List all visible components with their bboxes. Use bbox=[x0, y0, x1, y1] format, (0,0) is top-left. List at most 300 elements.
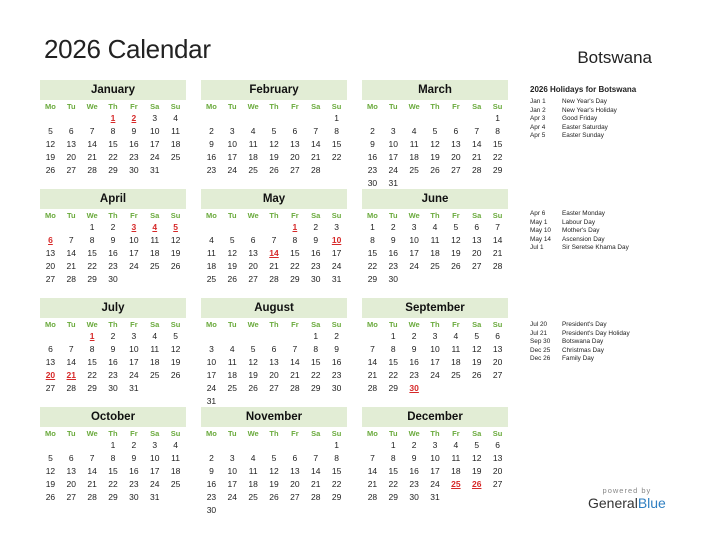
weekday-label: Tu bbox=[227, 429, 237, 438]
day-grid bbox=[362, 209, 508, 286]
day-cell: 28 bbox=[492, 261, 503, 271]
empty-day bbox=[40, 330, 61, 343]
day-cell: 19 bbox=[471, 466, 482, 476]
empty-day bbox=[466, 112, 487, 125]
day-grid bbox=[362, 100, 508, 190]
day-cell: 3 bbox=[152, 440, 158, 450]
day-cell: 10 bbox=[129, 235, 139, 245]
day-cell: 6 bbox=[453, 126, 459, 136]
holiday-row bbox=[530, 244, 690, 253]
day-cell: 26 bbox=[451, 261, 461, 271]
holiday-row bbox=[530, 321, 690, 330]
day-cell: 1 bbox=[334, 113, 339, 123]
empty-day bbox=[264, 112, 285, 125]
holiday-name: Easter Saturday bbox=[562, 123, 608, 131]
day-cell: 6 bbox=[68, 126, 74, 136]
weekday-label: Mo bbox=[45, 320, 56, 329]
day-cell: 10 bbox=[149, 453, 160, 463]
day-cell: 27 bbox=[451, 165, 461, 175]
day-cell: 5 bbox=[474, 440, 480, 450]
day-cell: 16 bbox=[367, 152, 378, 162]
day-cell: 19 bbox=[170, 357, 181, 367]
weekday-label: Fr bbox=[130, 320, 138, 329]
day-cell: 9 bbox=[110, 235, 116, 245]
day-cell: 18 bbox=[451, 357, 461, 367]
day-cell: 25 bbox=[409, 165, 419, 175]
day-cell: 7 bbox=[89, 126, 95, 136]
holiday-date: Jul 20 bbox=[530, 321, 548, 328]
day-cell: 24 bbox=[129, 370, 139, 380]
day-cell: 6 bbox=[48, 344, 53, 354]
day-cell: 1 bbox=[370, 222, 375, 232]
day-cell: 8 bbox=[370, 235, 375, 245]
day-grid bbox=[201, 209, 347, 286]
day-cell: 26 bbox=[227, 274, 238, 284]
day-cell: 23 bbox=[129, 152, 139, 162]
day-cell: 11 bbox=[451, 344, 461, 354]
day-cell: 13 bbox=[451, 139, 461, 149]
day-cell: 22 bbox=[388, 479, 399, 489]
brand-blue: Blue bbox=[637, 495, 666, 511]
day-cell: 1 bbox=[110, 440, 116, 450]
day-cell: 6 bbox=[292, 126, 298, 136]
day-cell: 25 bbox=[149, 370, 160, 380]
day-cell: 19 bbox=[269, 479, 279, 489]
empty-day bbox=[243, 112, 264, 125]
day-cell: 18 bbox=[206, 261, 217, 271]
month-october bbox=[40, 407, 186, 504]
day-cell: 22 bbox=[108, 479, 118, 489]
holiday-row bbox=[530, 236, 690, 245]
day-cell: 21 bbox=[310, 479, 321, 489]
day-cell: 24 bbox=[206, 383, 217, 393]
day-cell: 24 bbox=[388, 165, 399, 175]
day-cell: 31 bbox=[388, 178, 399, 188]
empty-day bbox=[40, 221, 61, 234]
day-cell: 7 bbox=[474, 126, 480, 136]
day-cell: 17 bbox=[388, 152, 399, 162]
day-cell: 18 bbox=[248, 152, 258, 162]
month-november bbox=[201, 407, 347, 517]
weekday-label: Fr bbox=[291, 102, 299, 111]
day-cell: 11 bbox=[248, 139, 258, 149]
month-title: August bbox=[201, 298, 347, 318]
day-cell: 28 bbox=[87, 165, 97, 175]
day-cell: 9 bbox=[411, 344, 417, 354]
day-cell: 22 bbox=[290, 261, 300, 271]
weekday-label: Tu bbox=[227, 102, 237, 111]
empty-day bbox=[40, 439, 61, 452]
day-cell: 26 bbox=[430, 165, 440, 175]
month-title: December bbox=[362, 407, 508, 427]
day-cell: 23 bbox=[310, 261, 321, 271]
day-cell: 23 bbox=[388, 261, 399, 271]
month-title: April bbox=[40, 189, 186, 209]
month-title: July bbox=[40, 298, 186, 318]
day-cell: 10 bbox=[227, 466, 238, 476]
day-cell: 29 bbox=[108, 492, 118, 502]
holiday-name: New Year's Day bbox=[562, 98, 607, 105]
day-cell: 30 bbox=[388, 274, 399, 284]
day-cell: 16 bbox=[409, 357, 419, 367]
day-cell: 16 bbox=[129, 466, 139, 476]
weekday-label: We bbox=[86, 429, 98, 438]
day-cell: 25 bbox=[430, 261, 440, 271]
day-cell: 13 bbox=[66, 466, 77, 476]
day-cell: 19 bbox=[45, 152, 56, 162]
day-cell: 1 bbox=[495, 113, 500, 123]
day-cell: 30 bbox=[108, 383, 118, 393]
day-cell: 2 bbox=[390, 222, 396, 232]
day-cell: 6 bbox=[271, 344, 277, 354]
day-cell: 14 bbox=[367, 466, 378, 476]
empty-day bbox=[82, 439, 103, 452]
day-grid bbox=[40, 318, 186, 395]
day-cell: 21 bbox=[310, 152, 321, 162]
day-cell: 27 bbox=[66, 165, 77, 175]
holiday-date: May 10 bbox=[530, 227, 551, 235]
day-cell: 10 bbox=[409, 235, 419, 245]
day-cell: 28 bbox=[66, 383, 77, 393]
day-cell: 17 bbox=[227, 152, 238, 162]
month-title: October bbox=[40, 407, 186, 427]
day-cell: 28 bbox=[310, 492, 321, 502]
day-cell: 21 bbox=[471, 152, 482, 162]
month-january bbox=[40, 80, 186, 177]
day-cell: 25 bbox=[227, 383, 238, 393]
weekday-label: Th bbox=[108, 429, 118, 438]
weekday-label: Sa bbox=[472, 211, 482, 220]
day-cell: 11 bbox=[227, 357, 237, 367]
day-cell: 24 bbox=[227, 165, 238, 175]
day-cell: 25 bbox=[170, 479, 181, 489]
empty-day bbox=[201, 330, 222, 343]
day-cell: 18 bbox=[149, 248, 160, 258]
day-cell: 7 bbox=[89, 453, 95, 463]
day-cell: 15 bbox=[331, 466, 342, 476]
day-cell: 2 bbox=[110, 222, 116, 232]
month-july bbox=[40, 298, 186, 395]
weekday-label: Su bbox=[492, 429, 503, 438]
day-cell: 13 bbox=[492, 453, 503, 463]
holiday-group bbox=[530, 85, 690, 141]
day-cell: 2 bbox=[209, 453, 214, 463]
day-cell: 24 bbox=[430, 479, 440, 489]
day-cell: 23 bbox=[129, 479, 139, 489]
day-cell: 29 bbox=[108, 165, 118, 175]
day-cell: 10 bbox=[430, 344, 440, 354]
day-cell: 26 bbox=[471, 370, 482, 380]
weekday-label: Th bbox=[430, 320, 440, 329]
day-cell: 13 bbox=[492, 344, 503, 354]
day-cell: 19 bbox=[248, 370, 258, 380]
day-cell: 23 bbox=[108, 261, 118, 271]
weekday-label: Sa bbox=[150, 429, 160, 438]
day-cell: 9 bbox=[131, 453, 137, 463]
holiday-date: Apr 5 bbox=[530, 132, 546, 140]
empty-day bbox=[284, 439, 305, 452]
day-cell: 27 bbox=[290, 165, 300, 175]
day-cell: 29 bbox=[87, 274, 97, 284]
day-cell: 9 bbox=[313, 235, 319, 245]
weekday-label: Tu bbox=[388, 211, 398, 220]
day-cell: 6 bbox=[474, 222, 480, 232]
month-title: May bbox=[201, 189, 347, 209]
day-cell: 9 bbox=[110, 344, 116, 354]
day-cell: 19 bbox=[471, 357, 482, 367]
day-cell: 1 bbox=[334, 440, 339, 450]
day-cell: 1 bbox=[390, 440, 396, 450]
day-cell: 17 bbox=[206, 370, 217, 380]
day-cell: 18 bbox=[409, 152, 419, 162]
weekday-label: We bbox=[86, 102, 98, 111]
day-cell: 13 bbox=[269, 357, 279, 367]
day-cell: 11 bbox=[171, 453, 180, 463]
day-cell: 25 bbox=[248, 492, 258, 502]
day-cell: 7 bbox=[495, 222, 500, 232]
weekday-label: Fr bbox=[130, 429, 138, 438]
day-cell: 26 bbox=[45, 492, 56, 502]
day-cell: 3 bbox=[432, 331, 438, 341]
day-cell: 20 bbox=[492, 466, 503, 476]
holiday-day: 3 bbox=[131, 222, 137, 232]
day-cell: 9 bbox=[131, 126, 137, 136]
day-cell: 30 bbox=[129, 492, 139, 502]
day-cell: 31 bbox=[206, 396, 217, 406]
day-cell: 15 bbox=[108, 466, 118, 476]
empty-day bbox=[305, 439, 326, 452]
day-cell: 19 bbox=[451, 248, 461, 258]
day-cell: 23 bbox=[409, 370, 419, 380]
day-cell: 18 bbox=[227, 370, 238, 380]
day-cell: 31 bbox=[149, 165, 160, 175]
day-cell: 27 bbox=[290, 492, 300, 502]
day-cell: 23 bbox=[331, 370, 342, 380]
month-title: November bbox=[201, 407, 347, 427]
day-cell: 12 bbox=[248, 357, 258, 367]
day-cell: 14 bbox=[66, 357, 77, 367]
day-cell: 28 bbox=[269, 274, 279, 284]
day-cell: 20 bbox=[269, 370, 279, 380]
day-cell: 2 bbox=[313, 222, 319, 232]
day-cell: 22 bbox=[108, 152, 118, 162]
holiday-name: Ascension Day bbox=[562, 235, 605, 243]
day-cell: 10 bbox=[206, 357, 217, 367]
holiday-day: 5 bbox=[173, 222, 178, 232]
month-december bbox=[362, 407, 508, 504]
day-cell: 14 bbox=[87, 139, 97, 149]
weekday-label: Fr bbox=[452, 211, 460, 220]
month-title: January bbox=[40, 80, 186, 100]
day-cell: 19 bbox=[45, 479, 56, 489]
weekday-label: Su bbox=[331, 102, 342, 111]
day-cell: 21 bbox=[290, 370, 300, 380]
empty-day bbox=[61, 221, 82, 234]
weekday-label: Su bbox=[170, 429, 181, 438]
weekday-label: Fr bbox=[452, 320, 460, 329]
holiday-name: Good Friday bbox=[562, 115, 598, 123]
day-cell: 15 bbox=[388, 357, 399, 367]
day-cell: 16 bbox=[331, 357, 342, 367]
day-cell: 2 bbox=[411, 440, 417, 450]
day-cell: 22 bbox=[492, 152, 503, 162]
day-cell: 18 bbox=[170, 466, 181, 476]
month-february bbox=[201, 80, 347, 177]
weekday-label: Tu bbox=[388, 429, 398, 438]
day-cell: 11 bbox=[150, 344, 160, 354]
day-cell: 22 bbox=[310, 370, 321, 380]
weekday-label: Tu bbox=[66, 320, 76, 329]
day-cell: 14 bbox=[310, 139, 321, 149]
day-cell: 20 bbox=[66, 152, 77, 162]
month-title: September bbox=[362, 298, 508, 318]
day-cell: 7 bbox=[68, 344, 74, 354]
day-cell: 7 bbox=[370, 453, 375, 463]
weekday-label: Su bbox=[492, 211, 503, 220]
weekday-label: Tu bbox=[388, 102, 398, 111]
day-cell: 15 bbox=[388, 466, 399, 476]
day-cell: 23 bbox=[108, 370, 118, 380]
day-cell: 8 bbox=[110, 453, 116, 463]
weekday-label: Mo bbox=[367, 211, 378, 220]
day-cell: 28 bbox=[310, 165, 321, 175]
day-cell: 12 bbox=[430, 139, 440, 149]
weekday-label: Sa bbox=[311, 429, 321, 438]
month-august bbox=[201, 298, 347, 408]
day-grid bbox=[40, 100, 186, 177]
day-cell: 29 bbox=[290, 274, 300, 284]
empty-day bbox=[264, 330, 285, 343]
weekday-label: Su bbox=[331, 211, 342, 220]
day-cell: 22 bbox=[388, 370, 399, 380]
brand-general: General bbox=[588, 495, 638, 511]
country-name: Botswana bbox=[577, 48, 652, 67]
day-cell: 28 bbox=[290, 383, 300, 393]
holiday-name: Easter Sunday bbox=[562, 132, 604, 140]
day-cell: 18 bbox=[149, 357, 160, 367]
empty-day bbox=[425, 112, 446, 125]
day-cell: 4 bbox=[250, 126, 256, 136]
day-cell: 14 bbox=[492, 235, 503, 245]
weekday-label: We bbox=[247, 102, 259, 111]
month-title: June bbox=[362, 189, 508, 209]
brand-text bbox=[588, 495, 666, 511]
weekday-label: Su bbox=[492, 320, 503, 329]
day-cell: 23 bbox=[409, 479, 419, 489]
weekday-label: Mo bbox=[45, 102, 56, 111]
day-cell: 16 bbox=[206, 479, 217, 489]
day-cell: 30 bbox=[206, 505, 217, 515]
empty-day bbox=[61, 330, 82, 343]
holiday-date: Apr 3 bbox=[530, 115, 546, 123]
day-cell: 15 bbox=[87, 357, 97, 367]
day-cell: 22 bbox=[87, 370, 97, 380]
day-cell: 2 bbox=[110, 331, 116, 341]
day-cell: 5 bbox=[453, 222, 459, 232]
day-cell: 14 bbox=[367, 357, 378, 367]
day-cell: 1 bbox=[390, 331, 396, 341]
weekday-label: Th bbox=[269, 429, 279, 438]
day-cell: 6 bbox=[250, 235, 256, 245]
holiday-row bbox=[530, 132, 690, 141]
day-cell: 8 bbox=[89, 344, 95, 354]
holiday-row bbox=[530, 107, 690, 116]
month-march bbox=[362, 80, 508, 190]
day-cell: 6 bbox=[495, 440, 500, 450]
weekday-label: Sa bbox=[472, 102, 482, 111]
day-cell: 8 bbox=[89, 235, 95, 245]
day-cell: 11 bbox=[171, 126, 180, 136]
empty-day bbox=[222, 330, 243, 343]
weekday-label: Su bbox=[170, 102, 181, 111]
day-cell: 13 bbox=[248, 248, 258, 258]
day-cell: 29 bbox=[492, 165, 503, 175]
day-cell: 29 bbox=[331, 492, 342, 502]
holiday-date: Jul 1 bbox=[530, 244, 544, 252]
holiday-name: Labour Day bbox=[562, 218, 596, 226]
day-cell: 16 bbox=[206, 152, 217, 162]
day-cell: 30 bbox=[367, 178, 378, 188]
weekday-label: Fr bbox=[452, 102, 460, 111]
day-cell: 15 bbox=[108, 139, 118, 149]
day-cell: 24 bbox=[331, 261, 342, 271]
day-cell: 25 bbox=[170, 152, 181, 162]
empty-day bbox=[383, 112, 404, 125]
holiday-row bbox=[530, 115, 690, 124]
day-grid bbox=[40, 209, 186, 286]
day-cell: 24 bbox=[149, 152, 160, 162]
day-cell: 3 bbox=[209, 344, 214, 354]
day-cell: 14 bbox=[87, 466, 97, 476]
day-cell: 4 bbox=[173, 440, 178, 450]
day-cell: 5 bbox=[229, 235, 235, 245]
day-cell: 3 bbox=[131, 331, 137, 341]
day-cell: 31 bbox=[331, 274, 342, 284]
day-cell: 2 bbox=[334, 331, 339, 341]
weekday-label: Fr bbox=[291, 320, 299, 329]
day-cell: 11 bbox=[248, 466, 258, 476]
day-cell: 26 bbox=[269, 492, 279, 502]
holiday-row bbox=[530, 219, 690, 228]
weekday-label: Sa bbox=[150, 102, 160, 111]
day-cell: 21 bbox=[367, 479, 378, 489]
weekday-label: Sa bbox=[472, 429, 482, 438]
day-cell: 9 bbox=[209, 466, 214, 476]
holiday-day: 1 bbox=[89, 331, 95, 341]
day-cell: 12 bbox=[170, 235, 181, 245]
holiday-name: President's Day bbox=[562, 321, 607, 328]
day-cell: 28 bbox=[66, 274, 77, 284]
weekday-label: Sa bbox=[150, 320, 160, 329]
day-cell: 29 bbox=[388, 383, 399, 393]
day-cell: 12 bbox=[451, 235, 461, 245]
day-cell: 1 bbox=[89, 222, 95, 232]
weekday-label: We bbox=[247, 211, 259, 220]
day-cell: 2 bbox=[370, 126, 375, 136]
day-cell: 19 bbox=[430, 152, 440, 162]
day-cell: 25 bbox=[149, 261, 160, 271]
holiday-date: Dec 26 bbox=[530, 355, 551, 363]
day-cell: 4 bbox=[453, 440, 459, 450]
day-cell: 18 bbox=[430, 248, 440, 258]
day-cell: 23 bbox=[206, 492, 217, 502]
weekday-label: Mo bbox=[45, 429, 56, 438]
weekday-label: We bbox=[86, 211, 98, 220]
day-cell: 16 bbox=[310, 248, 321, 258]
day-cell: 7 bbox=[370, 344, 375, 354]
empty-day bbox=[362, 439, 383, 452]
day-cell: 17 bbox=[129, 248, 139, 258]
